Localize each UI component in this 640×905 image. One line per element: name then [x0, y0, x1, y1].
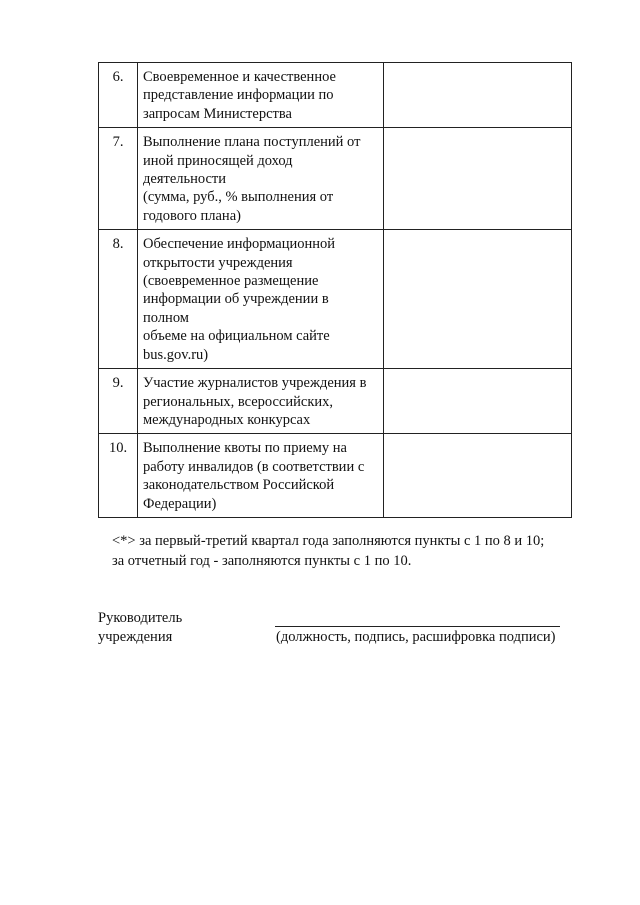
description-line: Участие журналистов учреждения в	[143, 375, 367, 392]
row-number: 8.	[99, 230, 138, 369]
description-line: Выполнение плана поступлений от	[143, 134, 361, 151]
signature-caption: (должность, подпись, расшифровка подписи)	[276, 629, 556, 645]
description-line: годового плана)	[143, 207, 241, 224]
table-row	[99, 434, 572, 518]
row-description	[138, 63, 384, 128]
criteria-table-body	[99, 63, 572, 518]
description-line: Своевременное и качественное	[143, 69, 336, 85]
row-value-cell	[384, 128, 572, 230]
row-number: 6.	[99, 63, 138, 128]
description-line: Обеспечение информационной	[143, 236, 336, 253]
description-line: Федерации)	[143, 495, 217, 512]
table-row	[99, 230, 572, 369]
row-value-cell	[384, 434, 572, 518]
description-line: (своевременное размещение	[143, 273, 319, 290]
signer-role-line-1: Руководитель	[98, 610, 183, 626]
signer-role-line-2: учреждения	[98, 629, 173, 645]
table-row	[99, 369, 572, 434]
description-line: иной приносящей доход деятельности	[143, 152, 293, 188]
signer-role	[98, 609, 182, 647]
footnote	[112, 531, 582, 571]
description-line: bus.gov.ru)	[143, 346, 209, 363]
row-number: 10.	[99, 434, 138, 518]
row-description	[138, 369, 384, 434]
description-line: международных конкурсах	[143, 411, 311, 428]
description-line: запросам Министерства	[143, 105, 292, 122]
row-value-cell	[384, 63, 572, 128]
description-line: работу инвалидов (в соответствии с	[143, 458, 365, 475]
row-description	[138, 128, 384, 230]
footnote-line-1: <*> за первый-третий квартал года заполняются пункты с 1 по 8 и 10;	[112, 533, 545, 549]
description-line: Выполнение квоты по приему на	[143, 440, 347, 457]
description-line: (сумма, руб., % выполнения от	[143, 189, 334, 206]
description-line: законодательством Российской	[143, 477, 335, 494]
row-description	[138, 230, 384, 369]
description-line: открытости учреждения	[143, 254, 293, 271]
signature-line	[275, 626, 560, 627]
description-line: представление информации по	[143, 87, 334, 104]
criteria-table	[98, 62, 572, 518]
footnote-line-2: за отчетный год - заполняются пункты с 1 по 10.	[112, 553, 412, 569]
description-line: объеме на официальном сайте	[143, 328, 330, 345]
description-line: информации об учреждении в полном	[143, 291, 329, 326]
row-number: 7.	[99, 128, 138, 230]
row-description	[138, 434, 384, 518]
row-number: 9.	[99, 369, 138, 434]
description-line: региональных, всероссийских,	[143, 393, 333, 410]
row-value-cell	[384, 230, 572, 369]
table-row	[99, 63, 572, 128]
table-row	[99, 128, 572, 230]
row-value-cell	[384, 369, 572, 434]
